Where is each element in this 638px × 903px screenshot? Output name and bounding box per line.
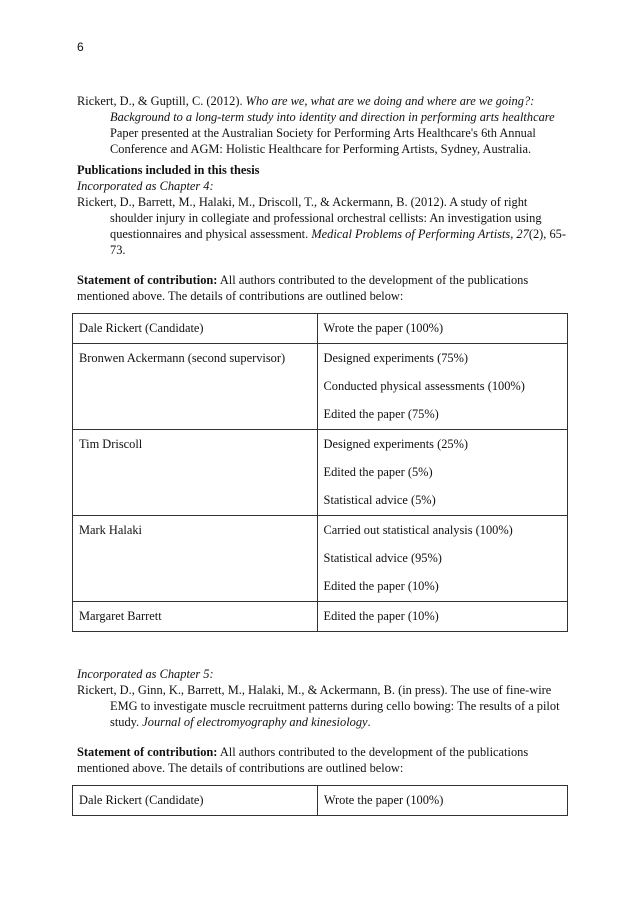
reference-guptill — [77, 93, 571, 157]
contribution-item: Edited the paper (10%) — [323, 579, 439, 593]
author-name-cell: Dale Rickert (Candidate) — [73, 314, 318, 344]
author-name-cell: Bronwen Ackermann (second supervisor) — [73, 344, 318, 430]
contributions-cell — [317, 314, 567, 344]
author-name-cell: Dale Rickert (Candidate) — [73, 786, 318, 816]
contribution-row — [73, 314, 568, 344]
contribution-item: Statistical advice (5%) — [323, 493, 436, 507]
contributions-cell — [317, 516, 567, 602]
author-name-cell: Tim Driscoll — [73, 430, 318, 516]
contributions-cell — [317, 602, 567, 632]
contribution-item: Edited the paper (10%) — [323, 609, 439, 623]
page-number: 6 — [77, 40, 84, 54]
contribution-row — [73, 516, 568, 602]
chapter5-contribution-table — [72, 785, 568, 816]
chapter4-statement — [77, 272, 571, 304]
chapter5-citation-end: . — [367, 715, 371, 729]
author-name-cell: Margaret Barrett — [73, 602, 318, 632]
contribution-item: Edited the paper (75%) — [323, 407, 439, 421]
contribution-item: Conducted physical assessments (100%) — [323, 379, 525, 393]
contribution-item: Edited the paper (5%) — [323, 465, 433, 479]
chapter5-citation-text: Rickert, D., Ginn, K., Barrett, M., Halaki, M., & Ackermann, B. (in press). The use of fine-wire EMG to investigate muscle recruitment patterns during cello bowing: The results of a pilot study. — [77, 683, 560, 729]
chapter4-citation-text: Rickert, D., Barrett, M., Halaki, M., Driscoll, T., & Ackermann, B. (2012). A study of right shoulder injury in collegiate and professional orchestral cellists: An investigation using questionnaires and physical assessment. — [77, 195, 542, 241]
contribution-item: Wrote the paper (100%) — [323, 321, 444, 335]
contribution-item: Statistical advice (95%) — [323, 551, 442, 565]
contribution-row — [73, 344, 568, 430]
chapter4-journal: Medical Problems of Performing Artists, 27 — [311, 227, 529, 241]
chapter4-statement-text: All authors contributed to the development of the publications mentioned above. The details of contributions are outlined below: — [77, 273, 529, 303]
ref-authors: Rickert, D., & Guptill, C. (2012). — [77, 94, 246, 108]
document-body — [77, 93, 571, 816]
contribution-row — [73, 786, 568, 816]
contributions-cell — [317, 344, 567, 430]
chapter5-journal: Journal of electromyography and kinesiology — [142, 715, 368, 729]
chapter4-issue-pages: (2), 65-73. — [110, 227, 566, 257]
chapter4-contribution-table — [72, 313, 568, 632]
chapter5-statement-text: All authors contributed to the development of the publications mentioned above. The details of contributions are outlined below: — [77, 745, 529, 775]
ref-title: Who are we, what are we doing and where are we going?: Background to a long-term study into identity and direction in performing arts healthcare — [110, 94, 555, 124]
contribution-item: Designed experiments (75%) — [323, 351, 469, 365]
chapter5-statement-label: Statement of contribution: — [77, 745, 218, 759]
chapter4-statement-label: Statement of contribution: — [77, 273, 218, 287]
contribution-row — [73, 602, 568, 632]
contribution-row — [73, 430, 568, 516]
contribution-item: Designed experiments (25%) — [323, 437, 469, 451]
publications-heading: Publications included in this thesis — [77, 163, 260, 177]
chapter4-label: Incorporated as Chapter 4: — [77, 179, 214, 193]
chapter5-label: Incorporated as Chapter 5: — [77, 667, 214, 681]
chapter5-citation — [77, 682, 571, 730]
contributions-cell — [317, 430, 567, 516]
chapter4-citation — [77, 194, 571, 258]
contributions-cell — [317, 786, 567, 816]
contribution-item: Carried out statistical analysis (100%) — [323, 523, 513, 537]
chapter5-statement — [77, 744, 571, 776]
contribution-item: Wrote the paper (100%) — [323, 793, 444, 807]
ref-venue: Paper presented at the Australian Society for Performing Arts Healthcare's 6th Annual Conference and AGM: Holistic Healthcare for Performing Artists, Sydney, Australia. — [110, 126, 536, 156]
author-name-cell: Mark Halaki — [73, 516, 318, 602]
